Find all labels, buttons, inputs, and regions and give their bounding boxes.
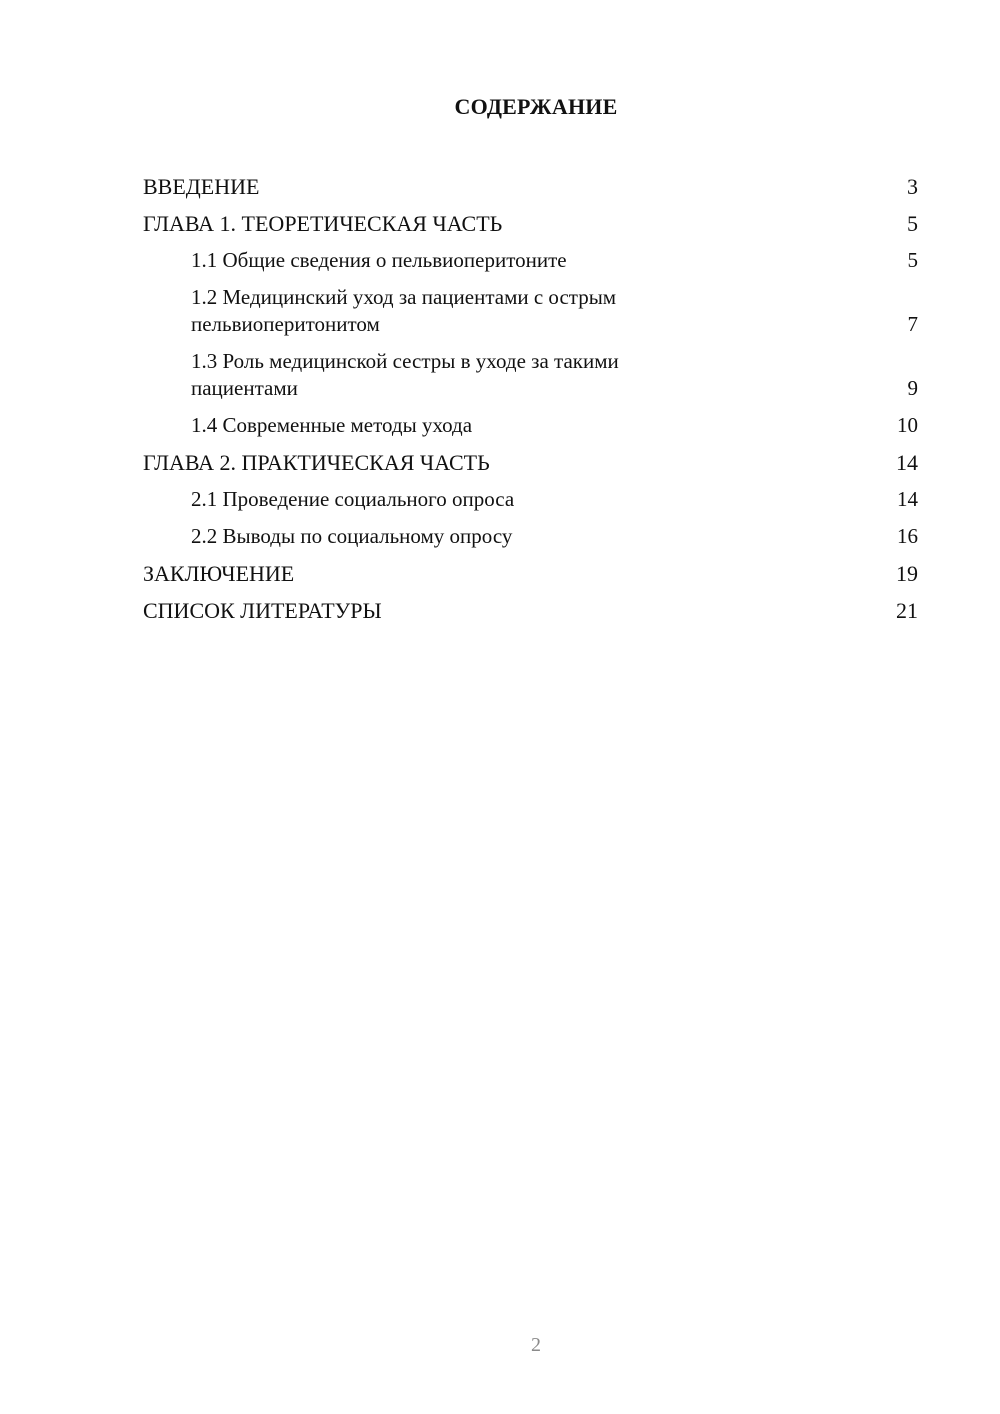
toc-entry-label: ВВЕДЕНИЕ xyxy=(143,174,260,199)
toc-entry-page: 10 xyxy=(897,413,918,437)
toc-entry-page: 7 xyxy=(907,312,918,336)
toc-entry-page: 14 xyxy=(896,450,918,475)
toc-entry-bibliography[interactable] xyxy=(143,592,918,629)
toc-entry-section-1-3[interactable] xyxy=(143,343,918,407)
toc-entry-chapter-1[interactable] xyxy=(143,205,918,242)
toc-entry-section-1-4[interactable] xyxy=(143,407,918,444)
toc-entry-chapter-2[interactable] xyxy=(143,444,918,481)
toc-entry-label: ЗАКЛЮЧЕНИЕ xyxy=(143,561,295,586)
toc-entry-introduction[interactable] xyxy=(143,168,918,205)
page-title: СОДЕРЖАНИЕ xyxy=(454,94,618,119)
toc-entry-page: 21 xyxy=(896,598,918,623)
toc-entry-page: 3 xyxy=(907,174,918,199)
toc-entry-label: 2.1 Проведение социального опроса xyxy=(191,487,515,511)
toc-entry-page: 9 xyxy=(907,376,918,400)
toc-entry-label: СПИСОК ЛИТЕРАТУРЫ xyxy=(143,598,382,623)
toc-entry-page: 5 xyxy=(907,211,918,236)
table-of-contents xyxy=(143,168,918,629)
page-number: 2 xyxy=(531,1334,541,1356)
toc-entry-label: 1.3 Роль медицинской сестры в уходе за такими пациентами xyxy=(191,349,619,400)
toc-entry-conclusion[interactable] xyxy=(143,555,918,592)
toc-entry-page: 5 xyxy=(907,248,918,272)
toc-entry-label: 1.1 Общие сведения о пельвиоперитоните xyxy=(191,248,567,272)
toc-entry-label: 1.4 Современные методы ухода xyxy=(191,413,473,437)
toc-entry-page: 16 xyxy=(897,524,918,548)
toc-entry-label: 2.2 Выводы по социальному опросу xyxy=(191,524,513,548)
toc-entry-label: ГЛАВА 1. ТЕОРЕТИЧЕСКАЯ ЧАСТЬ xyxy=(143,211,503,236)
toc-entry-section-2-2[interactable] xyxy=(143,518,918,555)
toc-entry-section-1-1[interactable] xyxy=(143,242,918,279)
toc-entry-section-1-2[interactable] xyxy=(143,279,918,343)
toc-entry-label: 1.2 Медицинский уход за пациентами с острым пельвиоперитонитом xyxy=(191,285,617,336)
toc-entry-page: 19 xyxy=(896,561,918,586)
toc-entry-page: 14 xyxy=(897,487,918,511)
toc-entry-section-2-1[interactable] xyxy=(143,481,918,518)
toc-entry-label: ГЛАВА 2. ПРАКТИЧЕСКАЯ ЧАСТЬ xyxy=(143,450,490,475)
